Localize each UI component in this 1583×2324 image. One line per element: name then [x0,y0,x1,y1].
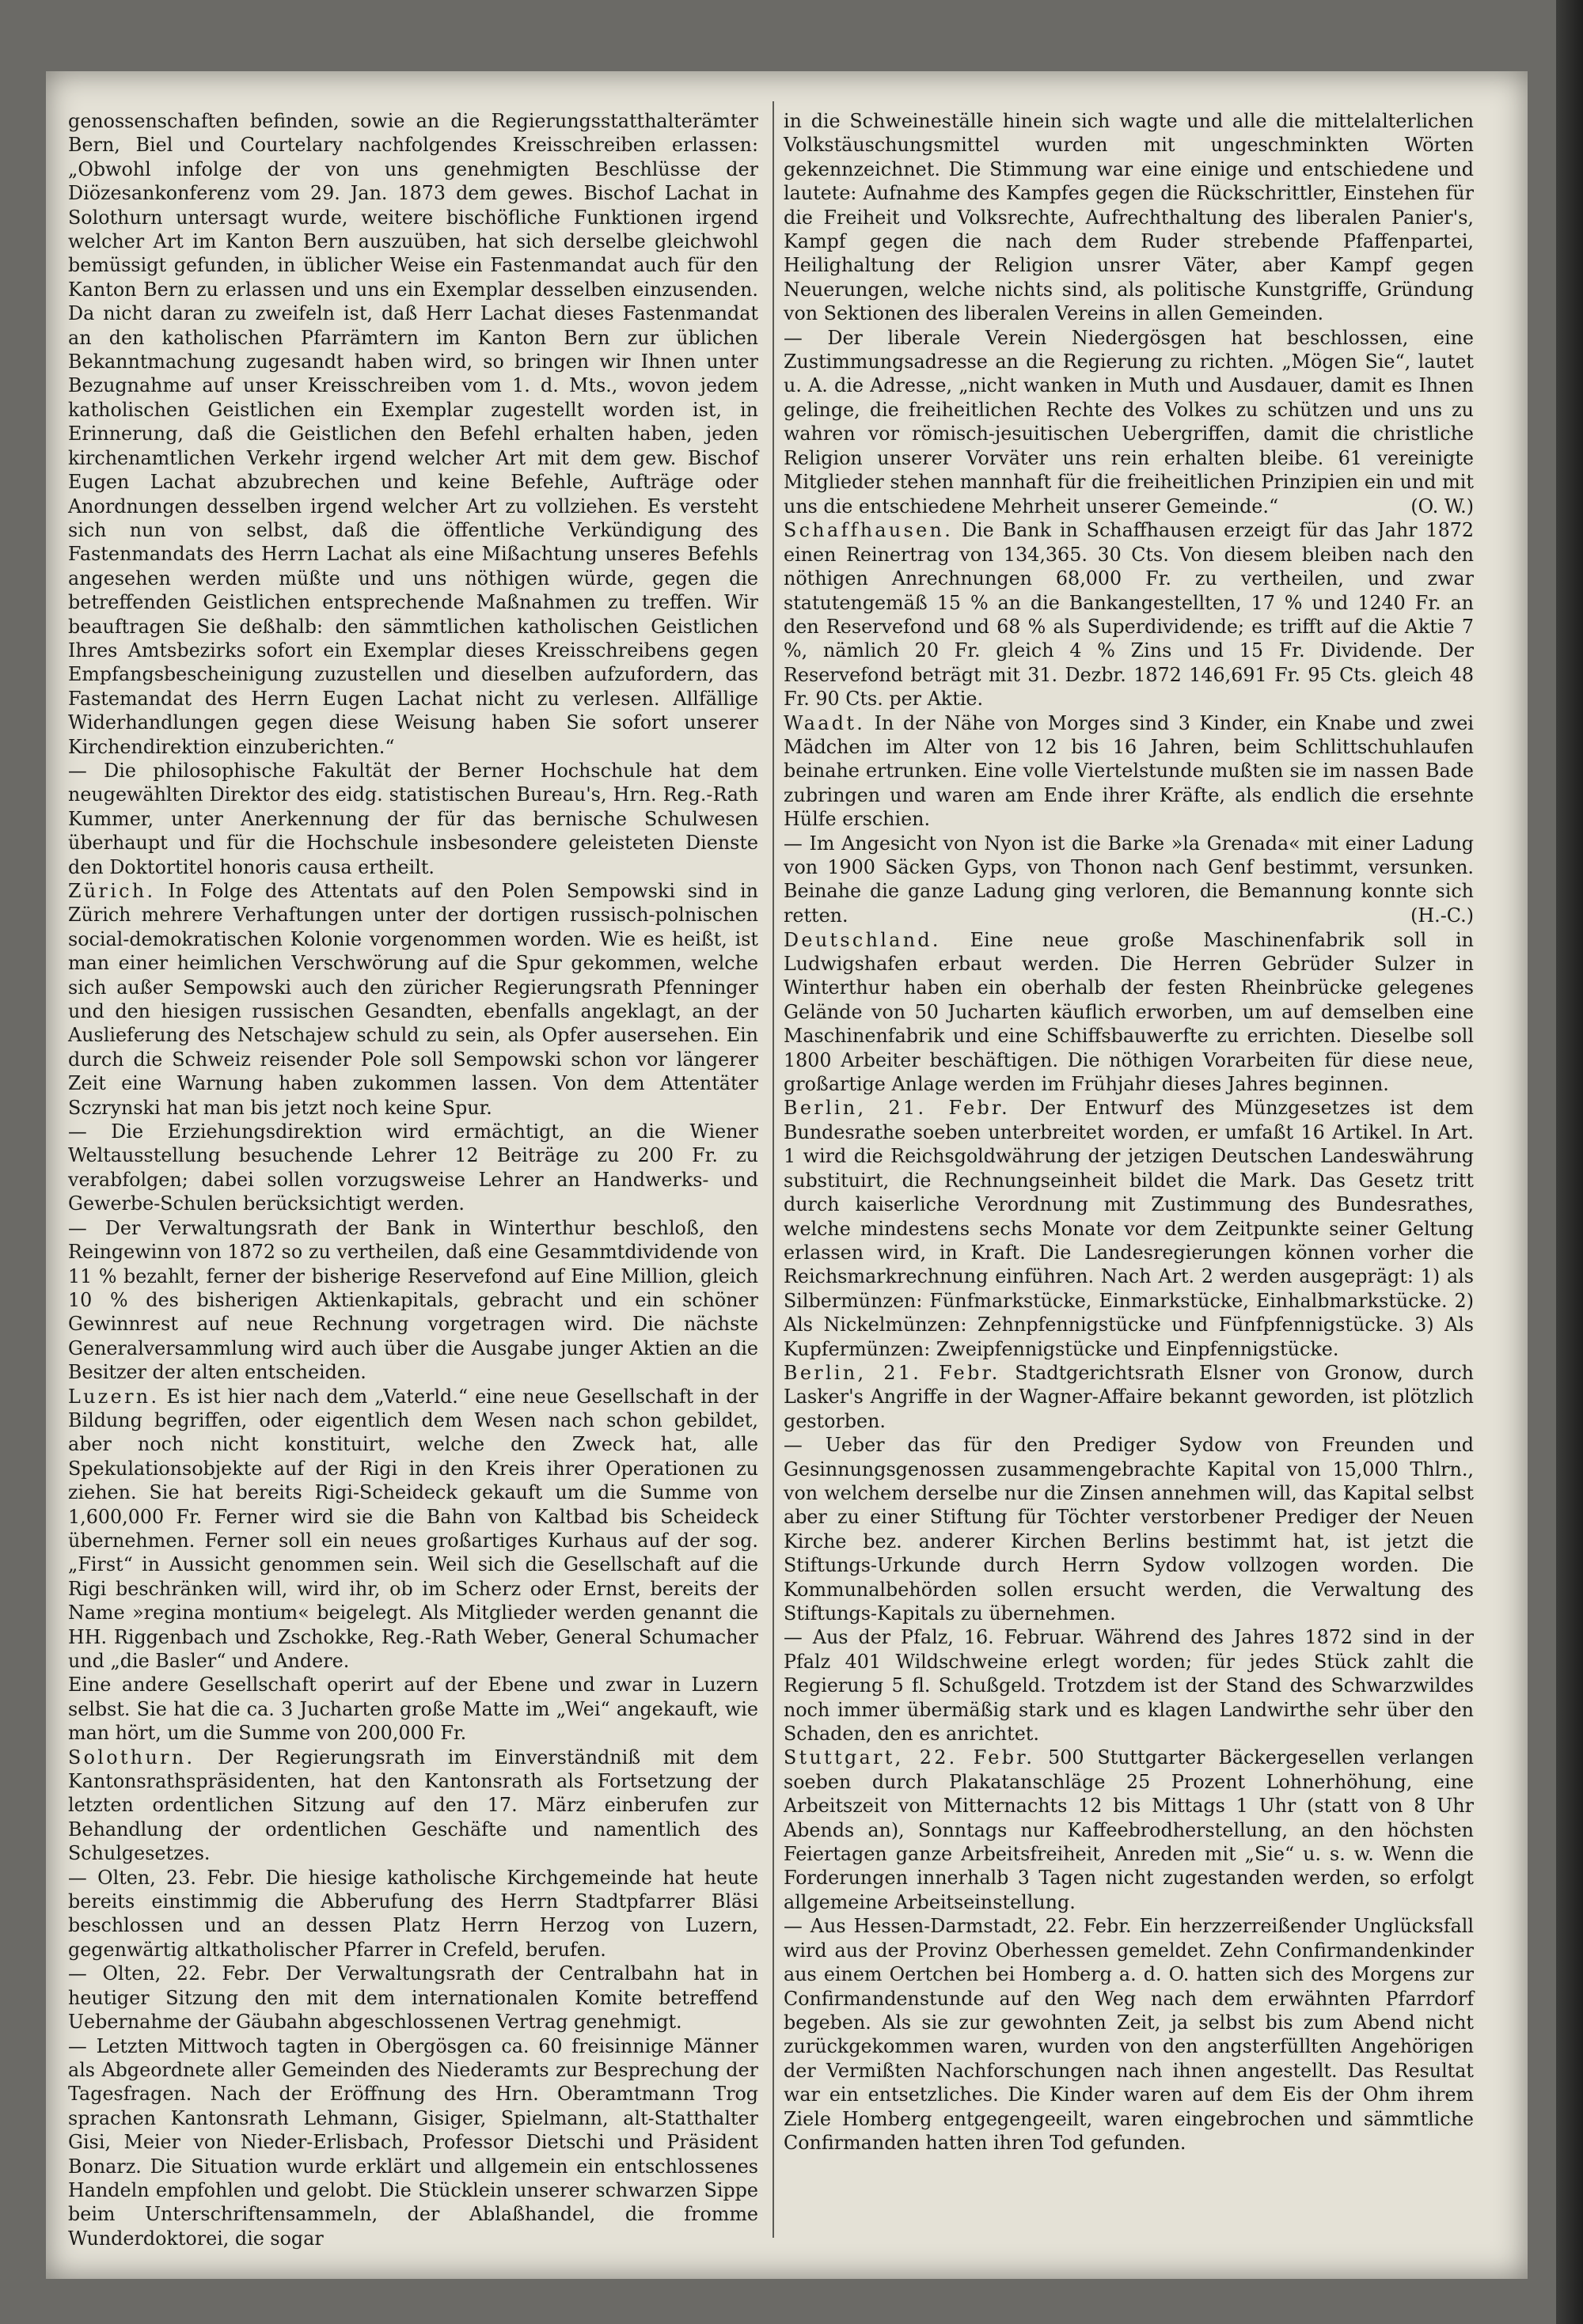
dateline-waadt: Waadt. [784,711,866,734]
article-hessen: — Aus Hessen-Darmstadt, 22. Febr. Ein herzzerreißender Unglücksfall wird aus der Provinz Oberhessen gemeldet. Zehn Confirmandenkinder aus einem Oertchen bei Homberg a. d. O. hatten sich des Morgens zur Confirmandenstunde auf den Weg nach dem erwähnten Pfarrdorf begeben. Als sie zur gewohnten Zeit, ja selbst bis zum Abend nicht zurückgekommen waren, wurden von den angsterfüllten Angehörigen der Vermißten Nachforschungen nach ihnen angestellt. Das Resultat war ein entsetzliches. Die Kinder waren auf dem Eis der Ohm ihrem Ziele Homberg entgegengeeilt, waren eingebrochen und sämmtliche Confirmanden hatten ihren Tod gefunden. [784,1915,1474,2154]
right-column [784,109,1474,2155]
article-niedergoesgen: — Der liberale Verein Niedergösgen hat beschlossen, eine Zustimmungsadresse an die Regierung zu richten. „Mögen Sie“, lautet u. A. die Adresse, „nicht wanken in Muth und Ausdauer, damit es Ihnen gelinge, die freiheitlichen Rechte des Volkes zu schützen und uns zu wahren vor römisch-jesuitischen Uebergriffen, damit die christliche Religion unserer Vorväter uns rein erhalten bleibe. 61 vereinigte Mitglieder stehen mannhaft für die freiheitlichen Prinzipien ein und mit uns die entschiedene Mehrheit unserer Gemeinde.“ [784,326,1474,517]
article-berlin-elsner-text: Stadtgerichtsrath Elsner von Gronow, durch Lasker's Angriffe in der Wagner-Affaire bekannt geworden, ist plötzlich gestorben. [784,1361,1474,1432]
dateline-schaffhausen: Schaffhausen. [784,519,954,542]
article-stuttgart-text: 500 Stuttgarter Bäckergesellen verlangen soeben durch Plakatanschläge 25 Prozent Lohnerhöhung, eine Arbeitszeit von Mitternachts 12 bis Mittags 1 Uhr (statt von 8 Uhr Abends an), Sonntags nur Kaffeebrodherstellung, an den höchsten Feiertagen ganze Arbeitsfreiheit, Anreden mit „Sie“ u. s. w. Wenn die Forderungen innerhalb 3 Tagen nicht zugestanden werden, so erfolgt allgemeine Arbeitseinstellung. [784,1746,1474,1913]
article-stuttgart [784,1746,1474,1914]
source-sig-hc: (H.-C.) [1410,904,1474,927]
article-erziehungsdirektion: — Die Erziehungsdirektion wird ermächtigt, an die Wiener Weltausstellung besuchende Lehrer 12 Beiträge zu 200 Fr. zu verabfolgen; dabei sollen vorzugsweise Lehrer an Handwerks- und Gewerbe-Schulen berücksichtigt werden. [68,1120,758,1215]
article-nyon: — Im Angesicht von Nyon ist die Barke »la Grenada« mit einer Ladung von 1900 Säcken Gyps, von Thonon nach Genf bestimmt, versunken. Beinahe die ganze Ladung ging verloren, die Bemannung konnte sich retten. [784,832,1474,927]
article-obergoesgen: — Letzten Mittwoch tagten in Obergösgen ca. 60 freisinnige Männer als Abgeordnete aller Gemeinden des Niederamts zur Besprechung der Tagesfragen. Nach der Eröffnung des Hrn. Oberamtmann Trog sprachen Kantonsrath Lehmann, Gisiger, Spielmann, alt-Statthalter Gisi, Meier von Nieder-Erlisbach, Professor Dietschi und Präsident Bonarz. Die Situation wurde erklärt und allgemein ein entschlossenes Handeln empfohlen und gelobt. Die Stücklein unserer schwarzen Sippe beim Unterschriftensammeln, der Ablaßhandel, die fromme Wunderdoktorei, die sogar [68,2034,758,2250]
dateline-solothurn: Solothurn. [68,1746,196,1769]
article-solothurn-text: Der Regierungsrath im Einverständniß mit dem Kantonsrathspräsidenten, hat den Kantonsrath als Fortsetzung der letzten ordentlichen Sitzung auf den 17. März einberufen zur Behandlung der ordentlichen Geschäfte und namentlich des Schulgesetzes. [68,1746,758,1865]
dateline-berlin-2: Berlin, 21. Febr. [784,1361,1000,1384]
article-deutschland-text: Eine neue große Maschinenfabrik soll in Ludwigshafen erbaut werden. Die Herren Gebrüder Sulzer in Winterthur haben ein oberhalb der festen Rheinbrücke gelegenes Gelände von 50 Jucharten käuflich erworben, um auf demselben eine Maschinenfabrik und eine Schiffsbauwerfte zu errichten. Dieselbe soll 1800 Arbeiter beschäftigen. Die nöthigen Vorarbeiten für diese neue, großartige Anlage werden im Frühjahr dieses Jahres beginnen. [784,928,1474,1096]
article-zuerich-text: In Folge des Attentats auf den Polen Sempowski sind in Zürich mehrere Verhaftungen unter der dortigen russisch-polnischen social-demokratischen Kolonie vorgenommen worden. Wie es heißt, ist man einer heimlichen Verschwörung auf die Spur gekommen, welche sich außer Sempowski auch den züricher Regierungsrath Pfenninger und den hiesigen russischen Gesandten, ebenfalls angeklagt, an der Auslieferung des Netschajew schuld zu sein, als Opfer ausersehen. Ein durch die Schweiz reisender Pole soll Sempowski schon vor längerer Zeit eine Warnung haben zukommen lassen. Von dem Attentäter Sczrynski hat man bis jetzt noch keine Spur. [68,880,758,1119]
scan-edge [1556,0,1583,2324]
left-column [68,109,758,2250]
article-schaffhausen [784,518,1474,711]
dateline-luzern: Luzern. [68,1385,160,1408]
article-olten-23: — Olten, 23. Febr. Die hiesige katholische Kirchgemeinde hat heute bereits einstimmig die Abberufung des Herrn Stadtpfarrer Bläsi beschlossen und an dessen Platz Herrn Herzog von Luzern, gegenwärtig altkatholischer Pfarrer in Crefeld, berufen. [68,1866,758,1961]
article-solothurn [68,1746,758,1866]
article-obergoesgen-cont: in die Schweineställe hinein sich wagte und alle die mittelalterlichen Volkstäuschungsmittel wurden mit ungeschminkten Wörten gekennzeichnet. Die Stimmung war eine einige und entschiedene und lautete: Aufnahme des Kampfes gegen die Rückschrittler, Einstehen für die Freiheit und Volksrechte, Aufrechthaltung des liberalen Panier's, Kampf gegen die nach dem Ruder strebende Pfaffenpartei, Heilighaltung der Religion unsrer Väter, aber Kampf gegen Neuerungen, welche nichts sind, als politische Kunstgriffe, Gründung von Sektionen des liberalen Vereins in allen Gemeinden. [784,110,1474,325]
source-sig-ow: (O. W.) [1410,495,1474,517]
dateline-berlin-1: Berlin, 21. Febr. [784,1097,1011,1120]
article-berlin-elsner [784,1361,1474,1433]
article-schaffhausen-text: Die Bank in Schaffhausen erzeigt für das Jahr 1872 einen Reinertrag von 134,365. 30 Cts. Von diesem bleiben nach den nöthigen Anrechnungen 68,000 Fr. zu vertheilen, und zwar statutengemäß 15 % an die Bankangestellten, 17 % und 1240 Fr. an den Reservefond und 68 % als Superdividende; es trifft auf die Aktie 7 %, nämlich 20 Fr. gleich 4 % Zins und 15 Fr. Dividende. Der Reservefond beträgt mit 31. Dezbr. 1872 146,691 Fr. 95 Cts. gleich 48 Fr. 90 Cts. per Aktie. [784,519,1474,711]
article-sydow: — Ueber das für den Prediger Sydow von Freunden und Gesinnungsgenossen zusammengebrachte Kapital von 15,000 Thlrn., von welchem derselbe nur die Zinsen annehmen will, das Kapital selbst aber zu einer Stiftung für Töchter verstorbener Prediger der Neuen Kirche bez. anderer Kirchen Berlins bestimmt hat, ist jetzt die Stiftungs-Urkunde durch Herrn Sydow vollzogen worden. Die Kommunalbehörden sollen ersucht werden, die Verwaltung des Stiftungs-Kapitals zu übernehmen. [784,1434,1474,1625]
article-waadt-text: In der Nähe von Morges sind 3 Kinder, ein Knabe und zwei Mädchen im Alter von 12 bis 16 Jahren, beim Schlittschuhlaufen beinahe ertrunken. Eine volle Viertelstunde mußten sie im nassen Bade zubringen und waren am Ende ihrer Kräfte, als endlich die ersehnte Hülfe erschien. [784,711,1474,831]
article-zuerich [68,879,758,1120]
dateline-deutschland: Deutschland. [784,928,941,951]
article-luzern [68,1385,758,1674]
column-divider [773,101,774,2238]
article-luzern-text: Es ist hier nach dem „Vaterld.“ eine neue Gesellschaft in der Bildung begriffen, oder eigentlich dem Wesen nach schon gebildet, aber noch nicht konstituirt, welche den Zweck hat, alle Spekulationsobjekte auf der Rigi in den Kreis ihrer Operationen zu ziehen. Sie hat bereits Rigi-Scheideck gekauft um die Summe von 1,600,000 Fr. Ferner wird sie die Bahn von Kaltbad bis Scheideck übernehmen. Ferner soll ein neues großartiges Kurhaus auf der sog. „First“ in Aussicht genommen sein. Weil sich die Gesellschaft auf die Rigi beschränken will, wird ihr, ob im Scherz oder Ernst, bereits der Name »regina montium« beigelegt. Als Mitglieder werden genannt die HH. Riggenbach und Zschokke, Reg.-Rath Weber, General Schumacher und „die Basler“ und Andere. [68,1385,758,1672]
article-hochschule: — Die philosophische Fakultät der Berner Hochschule hat dem neugewählten Direktor des eidg. statistischen Bureau's, Hrn. Reg.-Rath Kummer, unter Anerkennung der für das bernische Schulwesen überhaupt und für die Hochschule insbesondere geleisteten Dienste den Doktortitel honoris causa ertheilt. [68,759,758,878]
article-bank-winterthur: — Der Verwaltungsrath der Bank in Winterthur beschloß, den Reingewinn von 1872 so zu vertheilen, daß eine Gesammtdividende von 11 % bezahlt, ferner der bisherige Reservefond auf Eine Million, gleich 10 % des bisherigen Aktienkapitals, gebracht und ein schöner Gewinnrest auf neue Rechnung vorgetragen wird. Die nächste Generalversammlung wird auch über die Ausgabe junger Aktien an die Besitzer der alten entscheiden. [68,1216,758,1384]
article-deutschland [784,928,1474,1097]
dateline-zuerich: Zürich. [68,880,156,902]
article-kreisschreiben: genossenschaften befinden, sowie an die Regierungsstatthalterämter Bern, Biel und Courtelary nachfolgendes Kreisschreiben erlassen: „Obwohl infolge der von uns genehmigten Beschlüsse der Diözesankonferenz vom 29. Jan. 1873 dem gewes. Bischof Lachat in Solothurn untersagt wurde, weitere bischöfliche Funktionen irgend welcher Art im Kanton Bern auszuüben, hat sich derselbe gleichwohl bemüssigt gefunden, in üblicher Weise ein Fastenmandat auch für den Kanton Bern zu erlassen und uns ein Exemplar desselben einzusenden. Da nicht daran zu zweifeln ist, daß Herr Lachat dieses Fastenmandat an den katholischen Pfarrämtern im Kanton Bern zur üblichen Bekanntmachung zugesandt haben wird, so bringen wir Ihnen unter Bezugnahme auf unser Kreisschreiben vom 1. d. Mts., wovon jedem katholischen Geistlichen ein Exemplar zugestellt worden ist, in Erinnerung, daß die Geistlichen den Befehl erhalten haben, jeden kirchenamtlichen Verkehr irgend welcher Art mit dem gew. Bischof Eugen Lachat abzubrechen und keine Befehle, Aufträge oder Anordnungen desselben irgend welcher Art zu vollziehen. Es versteht sich nun von selbst, daß die öffentliche Verkündigung des Fastenmandats des Herrn Lachat als eine Mißachtung unseres Befehls angesehen werden müßte und uns nöthigen würde, gegen die betreffenden Geistlichen entsprechende Maßnahmen zu treffen. Wir beauftragen Sie deßhalb: den sämmtlichen katholischen Geistlichen Ihres Amtsbezirks sofort ein Exemplar dieses Kreisschreibens gegen Empfangsbescheinigung zuzustellen und dieselben aufzufordern, das Fastemandat des Herrn Eugen Lachat nicht zu verlesen. Allfällige Widerhandlungen gegen diese Weisung haben Sie sofort unserer Kirchendirektion einzuberichten.“ [68,110,758,758]
article-berlin-muenzgesetz [784,1096,1474,1360]
article-luzern-matte: Eine andere Gesellschaft operirt auf der Ebene und zwar in Luzern selbst. Sie hat die ca. 3 Jucharten große Matte im „Wei“ angekauft, wie man hört, um die Summe von 200,000 Fr. [68,1674,758,1745]
article-berlin-muenzgesetz-text: Der Entwurf des Münzgesetzes ist dem Bundesrathe soeben unterbreitet worden, er umfaßt 16 Artikel. In Art. 1 wird die Reichsgoldwährung der jetzigen Deutschen Landeswährung substituirt, die Rechnungseinheit bildet die Mark. Das Gesetz tritt durch kaiserliche Verordnung mit Zustimmung des Bundesrathes, welche mindestens sechs Monate vor dem Zeitpunkte seiner Geltung erlassen wird, in Kraft. Die Landesregierungen können vorher die Reichsmarkrechnung einführen. Nach Art. 2 werden ausgeprägt: 1) als Silbermünzen: Fünfmarkstücke, Einmarkstücke, Einhalbmarkstücke. 2) Als Nickelmünzen: Zehnpfennigstücke und Fünfpfennigstücke. 3) Als Kupfermünzen: Zweipfennigstücke und Einpfennigstücke. [784,1097,1475,1360]
article-waadt [784,711,1474,832]
dateline-stuttgart: Stuttgart, 22. Febr. [784,1746,1035,1769]
article-olten-22: — Olten, 22. Febr. Der Verwaltungsrath der Centralbahn hat in heutiger Sitzung den mit dem internationalen Komite betreffend Uebernahme der Gäubahn abgeschlossenen Vertrag genehmigt. [68,1962,758,2034]
article-pfalz: — Aus der Pfalz, 16. Februar. Während des Jahres 1872 sind in der Pfalz 401 Wildschweine erlegt worden; für jedes Stück zahlt die Regierung 5 fl. Schußgeld. Trotzdem ist der Stand des Schwarzwildes noch immer übermäßig stark und es klagen Landwirthe sehr über den Schaden, den es anrichtet. [784,1626,1474,1746]
